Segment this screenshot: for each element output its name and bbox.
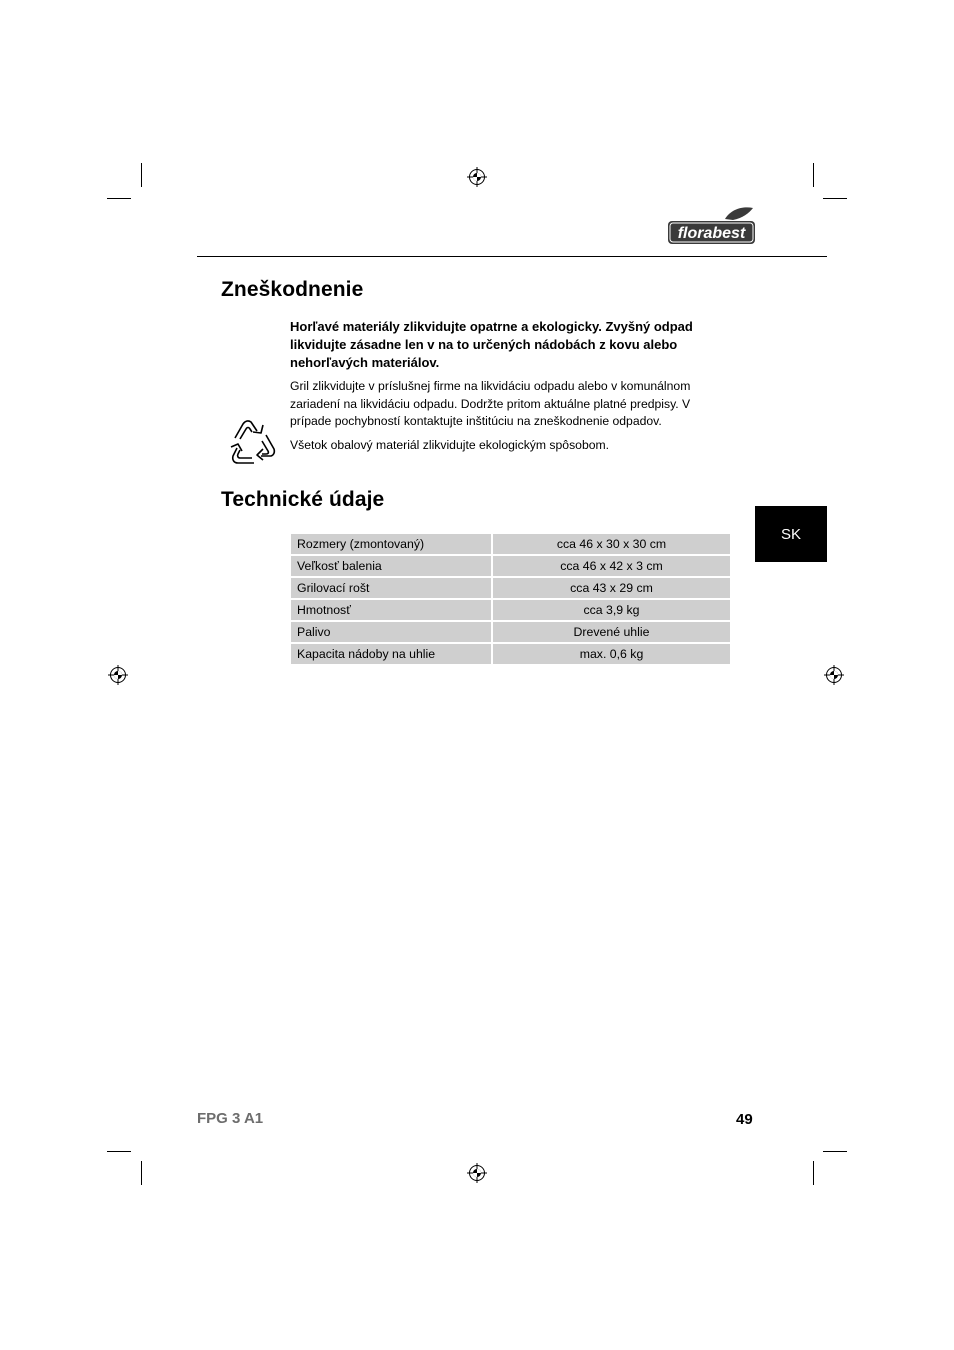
recycle-icon [221, 414, 279, 470]
crop-mark [823, 198, 847, 199]
spec-value: cca 3,9 kg [493, 600, 730, 620]
crop-mark [813, 163, 814, 187]
registration-mark-icon [824, 665, 844, 685]
crop-mark [141, 163, 142, 187]
table-row [291, 578, 730, 598]
registration-mark-icon [467, 167, 487, 187]
table-row [291, 600, 730, 620]
crop-mark [141, 1161, 142, 1185]
spec-label: Kapacita nádoby na uhlie [291, 644, 491, 664]
table-row [291, 622, 730, 642]
spec-label: Veľkosť balenia [291, 556, 491, 576]
language-tab: SK [755, 506, 827, 562]
page-number: 49 [736, 1111, 753, 1128]
florabest-logo [667, 205, 757, 247]
registration-mark-icon [108, 665, 128, 685]
disposal-paragraph: Gril zlikvidujte v príslušnej firme na likvidáciu odpadu alebo v komunálnom zariadení na likvidáciu odpadu. Dodržte pritom aktuálne platné predpisy. V prípade pochybností kontaktujte inštitúciu na zneškodnenie odpadov. [290, 379, 691, 428]
spec-label: Palivo [291, 622, 491, 642]
crop-mark [107, 198, 131, 199]
spec-value: max. 0,6 kg [493, 644, 730, 664]
crop-mark [823, 1151, 847, 1152]
svg-text:florabest: florabest [677, 225, 746, 242]
spec-value: cca 43 x 29 cm [493, 578, 730, 598]
specs-title: Technické údaje [221, 488, 385, 511]
specs-table [289, 532, 732, 666]
model-number: FPG 3 A1 [197, 1110, 264, 1127]
spec-label: Hmotnosť [291, 600, 491, 620]
disposal-lead-text: Horľavé materiály zlikvidujte opatrne a ekologicky. Zvyšný odpad likvidujte zásadne len v na to určených nádobách z kovu alebo nehorľavých materiálov. [290, 319, 693, 370]
spec-value: Drevené uhlie [493, 622, 730, 642]
table-row [291, 644, 730, 664]
spec-label: Rozmery (zmontovaný) [291, 534, 491, 554]
table-row [291, 556, 730, 576]
spec-label: Grilovací rošt [291, 578, 491, 598]
spec-value: cca 46 x 42 x 3 cm [493, 556, 730, 576]
spec-value: cca 46 x 30 x 30 cm [493, 534, 730, 554]
table-row [291, 534, 730, 554]
crop-mark [813, 1161, 814, 1185]
crop-mark [107, 1151, 131, 1152]
header-rule [197, 256, 827, 257]
registration-mark-icon [467, 1163, 487, 1183]
packaging-paragraph: Všetok obalový materiál zlikvidujte ekologickým spôsobom. [290, 438, 610, 452]
disposal-title: Zneškodnenie [221, 278, 364, 301]
